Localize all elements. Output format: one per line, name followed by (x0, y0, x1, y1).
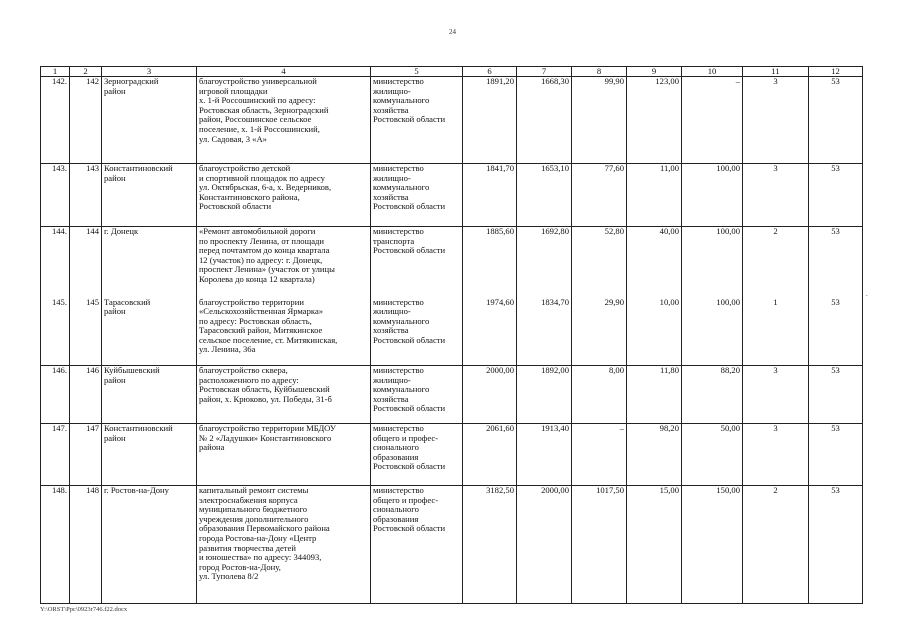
description-line: ул. Ленина, 36а (199, 344, 256, 355)
row-number-cell: 145. (41, 298, 70, 366)
column-10-cell: 88,20 (682, 366, 743, 424)
district-line: район (104, 306, 126, 317)
table-row (41, 424, 863, 486)
ministry-line: Ростовской области (373, 245, 446, 256)
ministry-line: жилищно- (373, 85, 411, 96)
ministry-line: сионального (373, 442, 419, 453)
header-cell: 11 (743, 67, 809, 77)
ministry-line: Ростовской области (373, 403, 446, 414)
description-line: игровой площадки (199, 85, 268, 96)
row-number-cell: 143. (41, 164, 70, 227)
column-11-cell: 2 (743, 486, 809, 604)
district-cell (102, 227, 197, 298)
description-line: ул. Садовая, 3 «А» (199, 133, 267, 144)
total-cost-cell: 3182,50 (463, 486, 517, 604)
ministry-cell (371, 486, 463, 604)
description-line: электроснабжения корпуса (199, 494, 298, 505)
ministry-line: министерство (373, 76, 424, 86)
local-funds-cell: 29,90 (572, 298, 627, 366)
description-line: благоустройство территории (199, 297, 304, 307)
ministry-line: министерство (373, 485, 424, 495)
description-line: благоустройство сквера, (199, 365, 288, 375)
header-cell: 2 (70, 67, 102, 77)
description-line: Королева до конца 12 квартала) (199, 273, 315, 284)
column-12-cell: 53 (809, 164, 863, 227)
row-index-cell: 144 (70, 227, 102, 298)
district-line: район (104, 432, 126, 443)
row-index-cell: 142 (70, 77, 102, 164)
total-cost-cell: 1891,20 (463, 77, 517, 164)
column-12-cell: 53 (809, 424, 863, 486)
header-cell: 8 (572, 67, 627, 77)
table-row (41, 227, 863, 298)
column-12-cell: 53 (809, 366, 863, 424)
local-funds-cell: 99,90 (572, 77, 627, 164)
description-line: капитальный ремонт системы (199, 485, 309, 495)
header-cell: 10 (682, 67, 743, 77)
column-11-cell: 2 (743, 227, 809, 298)
regional-funds-cell: 1653,10 (517, 164, 572, 227)
ministry-line: министерство (373, 297, 424, 307)
description-line: благоустройство детской (199, 163, 291, 173)
ministry-line: жилищно- (373, 374, 411, 385)
column-9-cell: 98,20 (627, 424, 682, 486)
ministry-cell (371, 164, 463, 227)
table-row (41, 298, 863, 366)
column-number-header (41, 67, 863, 77)
margin-mark: . (866, 290, 868, 298)
column-9-cell: 11,00 (627, 164, 682, 227)
district-line: район (104, 85, 126, 96)
ministry-line: транспорта (373, 235, 415, 246)
district-cell (102, 366, 197, 424)
column-10-cell: 100,00 (682, 164, 743, 227)
column-9-cell: 10,00 (627, 298, 682, 366)
regional-funds-cell: 1913,40 (517, 424, 572, 486)
description-cell (197, 424, 371, 486)
row-number-cell: 147. (41, 424, 70, 486)
column-11-cell: 1 (743, 298, 809, 366)
regional-funds-cell: 1668,30 (517, 77, 572, 164)
ministry-cell (371, 298, 463, 366)
column-11-cell: 3 (743, 77, 809, 164)
description-line: Тарасовский район, Митякинское (199, 325, 323, 336)
district-line: Константиновский (104, 423, 173, 433)
ministry-line: жилищно- (373, 172, 411, 183)
description-cell (197, 227, 371, 298)
district-line: г. Донецк (104, 226, 139, 236)
district-cell (102, 486, 197, 604)
description-line: района (199, 442, 225, 453)
district-line: район (104, 374, 126, 385)
ministry-line: образования (373, 451, 419, 462)
description-line: город Ростов-на-Дону, (199, 561, 281, 572)
header-cell: 6 (463, 67, 517, 77)
description-line: расположенного по адресу: (199, 374, 299, 385)
description-line: Ростовская область, Зерноградский (199, 104, 329, 115)
header-cell: 12 (809, 67, 863, 77)
district-cell (102, 298, 197, 366)
ministry-line: коммунального (373, 95, 430, 106)
district-line: Тарасовский (104, 297, 151, 307)
column-12-cell: 53 (809, 227, 863, 298)
header-cell: 9 (627, 67, 682, 77)
ministry-line: общего и профес- (373, 432, 439, 443)
ministry-cell (371, 227, 463, 298)
ministry-line: жилищно- (373, 306, 411, 317)
row-number-cell: 144. (41, 227, 70, 298)
column-11-cell: 3 (743, 366, 809, 424)
column-9-cell: 40,00 (627, 227, 682, 298)
description-line: х. 1-й Россошинский по адресу: (199, 95, 316, 106)
ministry-line: коммунального (373, 182, 430, 193)
column-12-cell: 53 (809, 486, 863, 604)
row-index-cell: 146 (70, 366, 102, 424)
row-number-cell: 142. (41, 77, 70, 164)
ministry-line: Ростовской области (373, 201, 446, 212)
total-cost-cell: 1974,60 (463, 298, 517, 366)
description-line: образования Первомайского района (199, 523, 330, 534)
description-line: перед почтамтом до конца квартала (199, 245, 330, 256)
ministry-line: министерство (373, 226, 424, 236)
description-line: Ростовской области (199, 201, 272, 212)
description-line: проспект Ленина» (участок от улицы (199, 264, 335, 275)
footer-file-path: Y:\ORST\Ppc\0923r746.f22.docx (40, 606, 128, 613)
total-cost-cell: 1841,70 (463, 164, 517, 227)
description-line: 12 (участок) по адресу: г. Донецк, (199, 254, 323, 265)
local-funds-cell: 52,80 (572, 227, 627, 298)
ministry-line: министерство (373, 163, 424, 173)
column-10-cell: 100,00 (682, 227, 743, 298)
description-line: сельское поселение, ст. Митякинская, (199, 334, 338, 345)
description-line: и юношества» по адресу: 344093, (199, 552, 322, 563)
ministry-line: Ростовской области (373, 114, 446, 125)
local-funds-cell: – (572, 424, 627, 486)
ministry-line: хозяйства (373, 325, 409, 336)
table-row (41, 164, 863, 227)
description-line: поселение, х. 1-й Россошинский, (199, 123, 320, 134)
total-cost-cell: 2061,60 (463, 424, 517, 486)
description-line: развития творчества детей (199, 542, 296, 553)
local-funds-cell: 8,00 (572, 366, 627, 424)
program-table (40, 66, 863, 604)
ministry-line: министерство (373, 423, 424, 433)
ministry-line: коммунального (373, 315, 430, 326)
ministry-cell (371, 366, 463, 424)
row-index-cell: 147 (70, 424, 102, 486)
description-cell (197, 164, 371, 227)
description-line: № 2 «Ладушки» Константиновского (199, 432, 332, 443)
total-cost-cell: 1885,60 (463, 227, 517, 298)
description-line: «Ремонт автомобильной дороги (199, 226, 316, 236)
ministry-line: общего и профес- (373, 494, 439, 505)
description-line: муниципального бюджетного (199, 504, 308, 515)
ministry-line: Ростовской области (373, 461, 446, 472)
row-index-cell: 145 (70, 298, 102, 366)
ministry-line: Ростовской области (373, 334, 446, 345)
header-cell: 4 (197, 67, 371, 77)
description-cell (197, 486, 371, 604)
column-11-cell: 3 (743, 164, 809, 227)
table-row (41, 366, 863, 424)
local-funds-cell: 77,60 (572, 164, 627, 227)
description-line: ул. Туполева 8/2 (199, 571, 259, 582)
column-9-cell: 15,00 (627, 486, 682, 604)
row-index-cell: 143 (70, 164, 102, 227)
column-10-cell: – (682, 77, 743, 164)
description-cell (197, 77, 371, 164)
ministry-line: сионального (373, 504, 419, 515)
district-line: Куйбышевский (104, 365, 160, 375)
regional-funds-cell: 1692,80 (517, 227, 572, 298)
district-cell (102, 164, 197, 227)
page-number: 24 (449, 28, 456, 36)
ministry-line: хозяйства (373, 104, 409, 115)
column-10-cell: 150,00 (682, 486, 743, 604)
district-line: Зерноградский (104, 76, 159, 86)
regional-funds-cell: 1834,70 (517, 298, 572, 366)
header-cell: 7 (517, 67, 572, 77)
ministry-line: образования (373, 513, 419, 524)
district-line: район (104, 172, 126, 183)
district-line: г. Ростов-на-Дону (104, 485, 169, 495)
description-line: учреждения дополнительного (199, 513, 309, 524)
district-line: Константиновский (104, 163, 173, 173)
table-row (41, 486, 863, 604)
description-line: Константиновского района, (199, 191, 300, 202)
header-cell: 1 (41, 67, 70, 77)
column-12-cell: 53 (809, 298, 863, 366)
district-cell (102, 77, 197, 164)
description-line: города Ростова-на-Дону «Центр (199, 532, 317, 543)
header-cell: 5 (371, 67, 463, 77)
column-9-cell: 123,00 (627, 77, 682, 164)
description-cell (197, 298, 371, 366)
ministry-cell (371, 77, 463, 164)
ministry-line: коммунального (373, 384, 430, 395)
ministry-line: Ростовской области (373, 523, 446, 534)
ministry-line: хозяйства (373, 191, 409, 202)
ministry-line: хозяйства (373, 393, 409, 404)
description-line: район, х. Крюково, ул. Победы, 31-б (199, 393, 332, 404)
regional-funds-cell: 1892,00 (517, 366, 572, 424)
description-line: благоустройство территории МБДОУ (199, 423, 336, 433)
description-line: и спортивной площадок по адресу (199, 172, 325, 183)
description-line: благоустройство универсальной (199, 76, 317, 86)
description-line: «Сельскохозяйственная Ярмарка» (199, 306, 324, 317)
description-line: Ростовская область, Куйбышевский (199, 384, 330, 395)
total-cost-cell: 2000,00 (463, 366, 517, 424)
regional-funds-cell: 2000,00 (517, 486, 572, 604)
column-12-cell: 53 (809, 77, 863, 164)
column-11-cell: 3 (743, 424, 809, 486)
row-index-cell: 148 (70, 486, 102, 604)
description-line: по проспекту Ленина, от площади (199, 235, 324, 246)
description-cell (197, 366, 371, 424)
local-funds-cell: 1017,50 (572, 486, 627, 604)
column-9-cell: 11,80 (627, 366, 682, 424)
table-row (41, 77, 863, 164)
ministry-line: министерство (373, 365, 424, 375)
district-cell (102, 424, 197, 486)
description-line: район, Россошинское сельское (199, 114, 312, 125)
column-10-cell: 50,00 (682, 424, 743, 486)
description-line: ул. Октябрьская, 6-а, х. Ведерников, (199, 182, 332, 193)
description-line: по адресу: Ростовская область, (199, 315, 312, 326)
header-cell: 3 (102, 67, 197, 77)
ministry-cell (371, 424, 463, 486)
row-number-cell: 148. (41, 486, 70, 604)
column-10-cell: 100,00 (682, 298, 743, 366)
row-number-cell: 146. (41, 366, 70, 424)
